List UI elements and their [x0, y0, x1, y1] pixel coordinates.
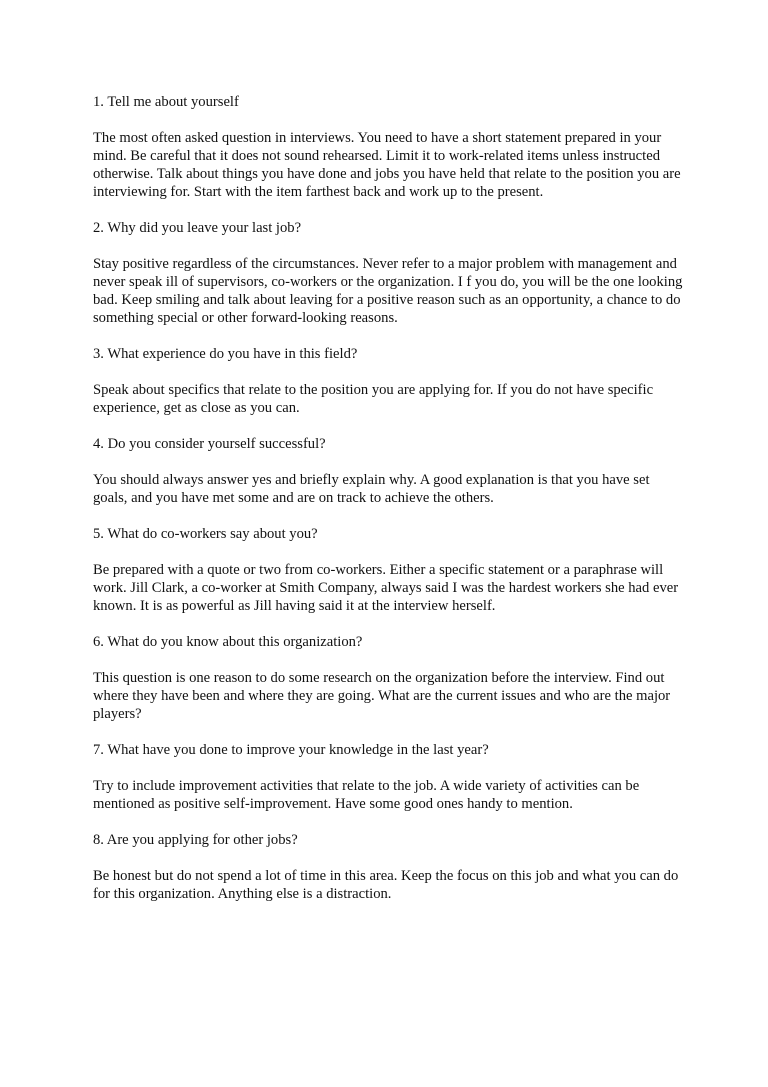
question-heading: 3. What experience do you have in this field?: [93, 346, 358, 362]
answer-paragraph: Be honest but do not spend a lot of time in this area. Keep the focus on this job and what you can do for this organization. Anything else is a distraction.: [93, 868, 679, 902]
section-2: [93, 219, 683, 327]
question-heading: 2. Why did you leave your last job?: [93, 220, 302, 236]
section-4: [93, 435, 683, 507]
answer-paragraph: You should always answer yes and briefly explain why. A good explanation is that you have set goals, and you have met some and are on track to achieve the others.: [93, 472, 650, 506]
section-7: [93, 741, 683, 813]
answer-paragraph: Try to include improvement activities that relate to the job. A wide variety of activities can be mentioned as positive self-improvement. Have some good ones handy to mention.: [93, 778, 640, 812]
answer-paragraph: The most often asked question in interviews. You need to have a short statement prepared in your mind. Be careful that it does not sound rehearsed. Limit it to work-related items unless instructed otherwise. Talk about things you have done and jobs you have held that relate to the position you are interviewing for. Start with the item farthest back and work up to the present.: [93, 130, 681, 200]
answer-paragraph: Speak about specifics that relate to the position you are applying for. If you do not have specific experience, get as close as you can.: [93, 382, 654, 416]
section-8: [93, 831, 683, 903]
question-heading: 5. What do co-workers say about you?: [93, 526, 318, 542]
section-3: [93, 345, 683, 417]
question-heading: 6. What do you know about this organization?: [93, 634, 363, 650]
answer-paragraph: This question is one reason to do some research on the organization before the interview. Find out where they have been and where they are going. What are the current issues and who are the major players?: [93, 670, 671, 722]
answer-paragraph: Be prepared with a quote or two from co-workers. Either a specific statement or a paraphrase will work. Jill Clark, a co-worker at Smith Company, always said I was the hardest workers she had ever known. It is as powerful as Jill having said it at the interview herself.: [93, 562, 679, 614]
answer-paragraph: Stay positive regardless of the circumstances. Never refer to a major problem with management and never speak ill of supervisors, co-workers or the organization. I f you do, you will be the one looking bad. Keep smiling and talk about leaving for a positive reason such as an opportunity, a chance to do something special or other forward-looking reasons.: [93, 256, 683, 326]
section-1: [93, 93, 683, 201]
section-6: [93, 633, 683, 723]
question-heading: 4. Do you consider yourself successful?: [93, 436, 326, 452]
section-5: [93, 525, 683, 615]
question-heading: 8. Are you applying for other jobs?: [93, 832, 298, 848]
question-heading: 1. Tell me about yourself: [93, 94, 239, 110]
document-page: [93, 93, 683, 921]
question-heading: 7. What have you done to improve your knowledge in the last year?: [93, 742, 489, 758]
